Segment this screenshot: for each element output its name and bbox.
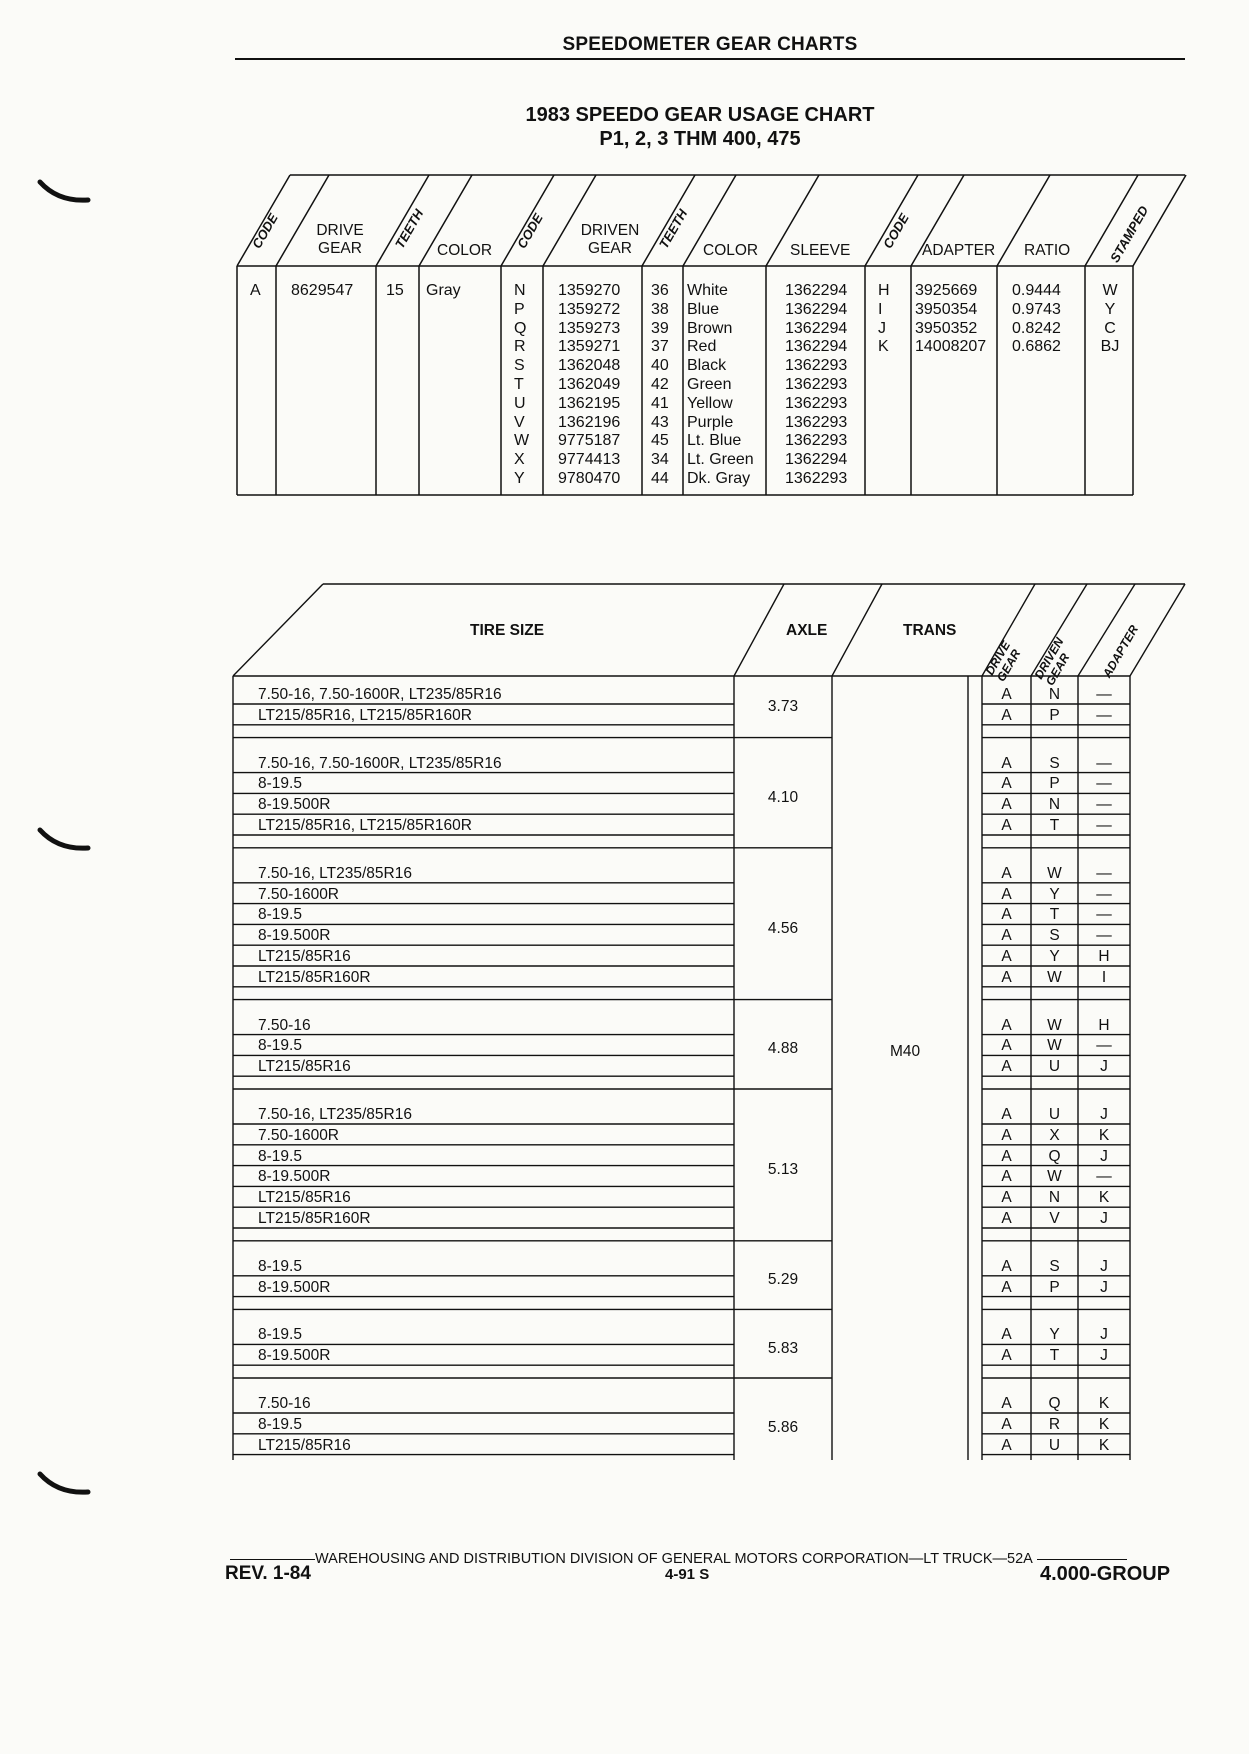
adapter-code: I: [1101, 968, 1107, 986]
driven-code: R: [514, 338, 526, 356]
binder-hole-3: [38, 1472, 93, 1498]
adapter-code: H: [878, 282, 890, 299]
adapter-stamped: BJ: [1100, 338, 1120, 356]
adapter-code: —: [1096, 817, 1112, 834]
driven-gear: 1359273: [558, 319, 621, 337]
driven-sleeve: 1362293: [785, 394, 848, 412]
tire-size: 7.50-16: [258, 1395, 311, 1412]
tire-size: 8-19.5: [258, 775, 302, 793]
hdr-driven-gear-1: DRIVEN: [580, 222, 640, 239]
driven-code: X: [514, 451, 525, 469]
tire-size: 8-19.500R: [258, 796, 331, 814]
driven-gear-code: N: [1048, 686, 1061, 703]
driven-gear: 1362195: [558, 394, 621, 412]
driven-gear: 1362048: [558, 357, 621, 375]
drive-color: Gray: [426, 282, 461, 299]
driven-color: Green: [687, 376, 732, 393]
driven-sleeve: 1362293: [785, 470, 848, 487]
driven-gear: 1362196: [558, 413, 621, 431]
driven-teeth: 36: [651, 282, 669, 299]
driven-color: Lt. Blue: [687, 432, 742, 450]
hdr-driven-gear-2: DRIVEN GEAR: [1031, 635, 1073, 688]
driven-gear-code: T: [1049, 1347, 1060, 1365]
tire-size: LT215/85R16: [258, 1058, 351, 1076]
chart-title-sub: P1, 2, 3 THM 400, 475: [599, 128, 801, 150]
drive-gear-code: A: [1001, 906, 1012, 924]
drive-gear-code: A: [1001, 1189, 1012, 1207]
driven-color: Yellow: [687, 394, 733, 412]
drive-gear-code: A: [1001, 1257, 1012, 1275]
drive-gear-code: A: [1001, 1126, 1012, 1144]
adapter-code: K: [1098, 1436, 1110, 1454]
tire-size: 8-19.500R: [258, 1168, 331, 1186]
driven-gear-code: Q: [1048, 1147, 1061, 1165]
tire-size: 8-19.5: [258, 1147, 302, 1165]
tire-size: 8-19.5: [258, 906, 302, 924]
adapter-code: K: [1098, 1126, 1110, 1144]
driven-sleeve: 1362294: [785, 282, 848, 299]
axle-ratio: 4.10: [767, 788, 799, 806]
driven-code: V: [514, 413, 525, 431]
axle-ratio: 3.73: [767, 697, 799, 715]
driven-teeth: 43: [651, 413, 669, 431]
tire-size: LT215/85R16, LT215/85R160R: [258, 817, 472, 834]
driven-sleeve: 1362294: [785, 300, 848, 318]
tire-size: 8-19.5: [258, 1326, 302, 1344]
axle-ratio: 4.56: [767, 919, 799, 937]
driven-sleeve: 1362293: [785, 413, 848, 431]
driven-gear-code: U: [1048, 1058, 1061, 1076]
drive-gear-code: A: [1001, 1326, 1012, 1344]
adapter-number: 14008207: [915, 338, 987, 356]
hdr-code-2: CODE: [514, 210, 546, 251]
driven-gear-code: P: [1049, 1278, 1060, 1296]
adapter-code: J: [878, 319, 886, 337]
hdr-drive-gear-2: DRIVE GEAR: [982, 638, 1024, 684]
drive-gear-code: A: [1001, 1395, 1012, 1412]
driven-teeth: 42: [651, 376, 669, 393]
tire-size: 8-19.5: [258, 1037, 302, 1055]
group-label: 4.000-GROUP: [1040, 1563, 1171, 1585]
driven-teeth: 38: [651, 300, 669, 318]
drive-gear-code: A: [1001, 885, 1012, 903]
tire-size: 8-19.500R: [258, 1278, 331, 1296]
driven-gear-code: Y: [1049, 885, 1060, 903]
driven-sleeve: 1362293: [785, 432, 848, 450]
drive-gear-code: A: [1001, 686, 1012, 703]
axle-ratio: 4.88: [767, 1040, 799, 1058]
tire-size: 7.50-16, LT235/85R16: [258, 1106, 412, 1123]
hdr-stamped: STAMPED: [1107, 203, 1152, 265]
drive-gear-code: A: [1001, 927, 1012, 945]
adapter-code: K: [878, 338, 889, 356]
driven-gear-code: X: [1049, 1126, 1060, 1144]
hdr-drive-gear-1: DRIVE: [316, 222, 364, 239]
driven-gear-code: W: [1047, 864, 1062, 882]
tire-size: LT215/85R16: [258, 1436, 351, 1454]
axle-ratio: 5.86: [767, 1418, 799, 1436]
adapter-code: —: [1096, 1037, 1112, 1055]
driven-gear-code: P: [1049, 775, 1060, 793]
driven-color: Lt. Green: [687, 451, 754, 469]
driven-gear-code: S: [1049, 927, 1060, 945]
hdr-code-3: CODE: [880, 210, 912, 251]
driven-sleeve: 1362294: [785, 319, 848, 337]
drive-gear-code: A: [1001, 1147, 1012, 1165]
driven-gear-code: Y: [1049, 1326, 1060, 1344]
driven-gear-code: U: [1048, 1106, 1061, 1123]
adapter-code: —: [1096, 796, 1112, 814]
hdr-trans: TRANS: [903, 622, 957, 639]
revision-label: REV. 1-84: [225, 1563, 311, 1584]
driven-sleeve: 1362293: [785, 376, 848, 393]
drive-gear-code: A: [1001, 1016, 1012, 1034]
hdr-tire-size: TIRE SIZE: [470, 622, 545, 639]
hdr-color-1: COLOR: [437, 242, 493, 259]
drive-gear-code: A: [1001, 706, 1012, 724]
tire-size: LT215/85R16: [258, 1189, 351, 1207]
drive-gear-code: A: [1001, 1106, 1012, 1123]
adapter-code: J: [1100, 1257, 1108, 1275]
hdr-adapter-2: ADAPTER: [1099, 622, 1142, 680]
tire-size: LT215/85R16: [258, 948, 351, 965]
driven-gear: 1359270: [558, 282, 621, 299]
hdr-ratio: RATIO: [1024, 242, 1071, 259]
drive-gear-code: A: [1001, 1210, 1012, 1227]
driven-gear-code: T: [1049, 817, 1060, 834]
hdr-sleeve: SLEEVE: [790, 242, 851, 259]
driven-code: Q: [514, 319, 527, 337]
drive-gear-code: A: [1001, 1278, 1012, 1296]
adapter-stamped: W: [1102, 282, 1118, 299]
adapter-code: K: [1098, 1189, 1110, 1207]
driven-color: White: [687, 282, 728, 299]
tire-size: LT215/85R160R: [258, 1210, 371, 1227]
hdr-axle: AXLE: [786, 622, 828, 639]
driven-code: Y: [514, 470, 525, 487]
driven-code: N: [514, 282, 526, 299]
drive-gear: 8629547: [291, 282, 354, 299]
driven-gear-code: S: [1049, 754, 1060, 772]
drive-gear-code: A: [1001, 1058, 1012, 1076]
axle-ratio: 5.13: [767, 1160, 799, 1178]
adapter-code: J: [1100, 1058, 1108, 1076]
tire-size: 7.50-1600R: [258, 885, 340, 903]
tire-size: 7.50-16: [258, 1016, 311, 1034]
adapter-stamped: Y: [1104, 300, 1116, 318]
driven-sleeve: 1362293: [785, 357, 848, 375]
driven-color: Dk. Gray: [687, 470, 751, 487]
adapter-code: —: [1096, 1168, 1112, 1186]
drive-gear-code: A: [1001, 817, 1012, 834]
drive-gear-code: A: [1001, 796, 1012, 814]
drive-code: A: [250, 282, 261, 299]
adapter-code: J: [1100, 1347, 1108, 1365]
page-header: SPEEDOMETER GEAR CHARTS: [562, 34, 858, 55]
adapter-code: K: [1098, 1395, 1110, 1412]
adapter-code: J: [1100, 1106, 1108, 1123]
driven-gear-code: S: [1049, 1257, 1060, 1275]
driven-code: U: [514, 394, 526, 412]
driven-teeth: 37: [651, 338, 669, 356]
driven-code: W: [514, 432, 530, 450]
adapter-code: H: [1098, 948, 1110, 965]
driven-gear: 9780470: [558, 470, 621, 487]
driven-color: Brown: [687, 319, 733, 337]
driven-gear-code: W: [1047, 1016, 1062, 1034]
driven-sleeve: 1362294: [785, 338, 848, 356]
driven-gear: 9774413: [558, 451, 621, 469]
tire-size: 7.50-1600R: [258, 1126, 340, 1144]
hdr-color-2: COLOR: [703, 242, 759, 259]
adapter-code: H: [1098, 1016, 1110, 1034]
tire-size: 7.50-16, 7.50-1600R, LT235/85R16: [258, 686, 502, 703]
adapter-code: K: [1098, 1415, 1110, 1433]
adapter-code: —: [1096, 885, 1112, 903]
tire-size: LT215/85R160R: [258, 968, 371, 986]
driven-gear: 1362049: [558, 376, 621, 393]
drive-gear-code: A: [1001, 1436, 1012, 1454]
footer-text: WAREHOUSING AND DISTRIBUTION DIVISION OF GENERAL MOTORS CORPORATION—LT TRUCK—52A: [315, 1551, 1033, 1567]
adapter-code: —: [1096, 927, 1112, 945]
driven-code: P: [514, 300, 525, 318]
driven-code: S: [514, 357, 525, 375]
driven-sleeve: 1362294: [785, 451, 848, 469]
adapter-ratio: 0.6862: [1012, 338, 1061, 356]
driven-teeth: 45: [651, 432, 669, 450]
hdr-drive-gear-2: GEAR: [318, 240, 362, 257]
driven-color: Purple: [687, 413, 734, 431]
adapter-stamped: C: [1104, 319, 1116, 337]
drive-gear-code: A: [1001, 754, 1012, 772]
driven-teeth: 34: [651, 451, 669, 469]
adapter-code: J: [1100, 1326, 1108, 1344]
adapter-ratio: 0.9743: [1012, 300, 1061, 318]
adapter-code: J: [1100, 1210, 1108, 1227]
driven-gear-code: R: [1048, 1415, 1061, 1433]
drive-gear-code: A: [1001, 968, 1012, 986]
adapter-code: —: [1096, 864, 1112, 882]
driven-gear-code: V: [1049, 1210, 1060, 1227]
tire-size: 8-19.5: [258, 1257, 302, 1275]
driven-gear-code: Q: [1048, 1395, 1061, 1412]
driven-gear: 9775187: [558, 432, 621, 450]
drive-gear-code: A: [1001, 775, 1012, 793]
driven-color: Red: [687, 338, 717, 356]
driven-color: Blue: [687, 300, 720, 318]
adapter-code: J: [1100, 1278, 1108, 1296]
driven-gear-code: U: [1048, 1436, 1061, 1454]
driven-gear-code: P: [1049, 706, 1060, 724]
adapter-number: 3950352: [915, 319, 978, 337]
driven-gear-code: W: [1047, 1168, 1062, 1186]
footer-rule-left: [230, 1559, 315, 1560]
driven-teeth: 44: [651, 470, 669, 487]
page-number: 4-91 S: [665, 1566, 710, 1583]
driven-color: Black: [687, 357, 727, 375]
driven-teeth: 39: [651, 319, 669, 337]
drive-teeth: 15: [386, 282, 404, 299]
hdr-adapter: ADAPTER: [922, 242, 996, 259]
hdr-teeth-2: TEETH: [656, 206, 691, 251]
driven-teeth: 40: [651, 357, 669, 375]
tire-size: 8-19.5: [258, 1415, 302, 1433]
driven-gear-code: W: [1047, 968, 1062, 986]
driven-gear-code: N: [1048, 796, 1061, 814]
adapter-code: —: [1096, 706, 1112, 724]
adapter-ratio: 0.9444: [1012, 282, 1061, 299]
hdr-teeth-1: TEETH: [392, 206, 427, 251]
drive-gear-code: A: [1001, 1347, 1012, 1365]
adapter-code: I: [878, 300, 883, 318]
driven-gear-code: W: [1047, 1037, 1062, 1055]
hdr-code-1: CODE: [249, 210, 281, 251]
chart-title-main: 1983 SPEEDO GEAR USAGE CHART: [525, 104, 875, 126]
drive-gear-code: A: [1001, 948, 1012, 965]
adapter-ratio: 0.8242: [1012, 319, 1061, 337]
trans-value: M40: [890, 1043, 921, 1060]
tire-size: 7.50-16, 7.50-1600R, LT235/85R16: [258, 754, 502, 772]
tire-size: 8-19.500R: [258, 1347, 331, 1365]
driven-gear-code: N: [1048, 1189, 1061, 1207]
driven-code: T: [514, 376, 524, 393]
adapter-code: —: [1096, 906, 1112, 924]
footer-rule-right: [1037, 1559, 1127, 1560]
driven-gear-code: Y: [1049, 948, 1060, 965]
adapter-code: —: [1096, 775, 1112, 793]
adapter-number: 3925669: [915, 282, 978, 299]
axle-ratio: 5.29: [767, 1271, 799, 1289]
driven-gear: 1359272: [558, 300, 621, 318]
drive-gear-code: A: [1001, 1168, 1012, 1186]
hdr-driven-gear-2: GEAR: [588, 240, 632, 257]
adapter-code: —: [1096, 686, 1112, 703]
driven-gear-code: T: [1049, 906, 1060, 924]
tire-size: LT215/85R16, LT215/85R160R: [258, 706, 472, 724]
adapter-code: —: [1096, 754, 1112, 772]
drive-gear-code: A: [1001, 864, 1012, 882]
tire-size: 7.50-16, LT235/85R16: [258, 864, 412, 882]
axle-ratio: 5.83: [767, 1339, 799, 1357]
adapter-code: J: [1100, 1147, 1108, 1165]
drive-gear-code: A: [1001, 1415, 1012, 1433]
tire-size: 8-19.500R: [258, 927, 331, 945]
drive-gear-code: A: [1001, 1037, 1012, 1055]
driven-gear: 1359271: [558, 338, 621, 356]
driven-teeth: 41: [651, 394, 669, 412]
adapter-number: 3950354: [915, 300, 978, 318]
